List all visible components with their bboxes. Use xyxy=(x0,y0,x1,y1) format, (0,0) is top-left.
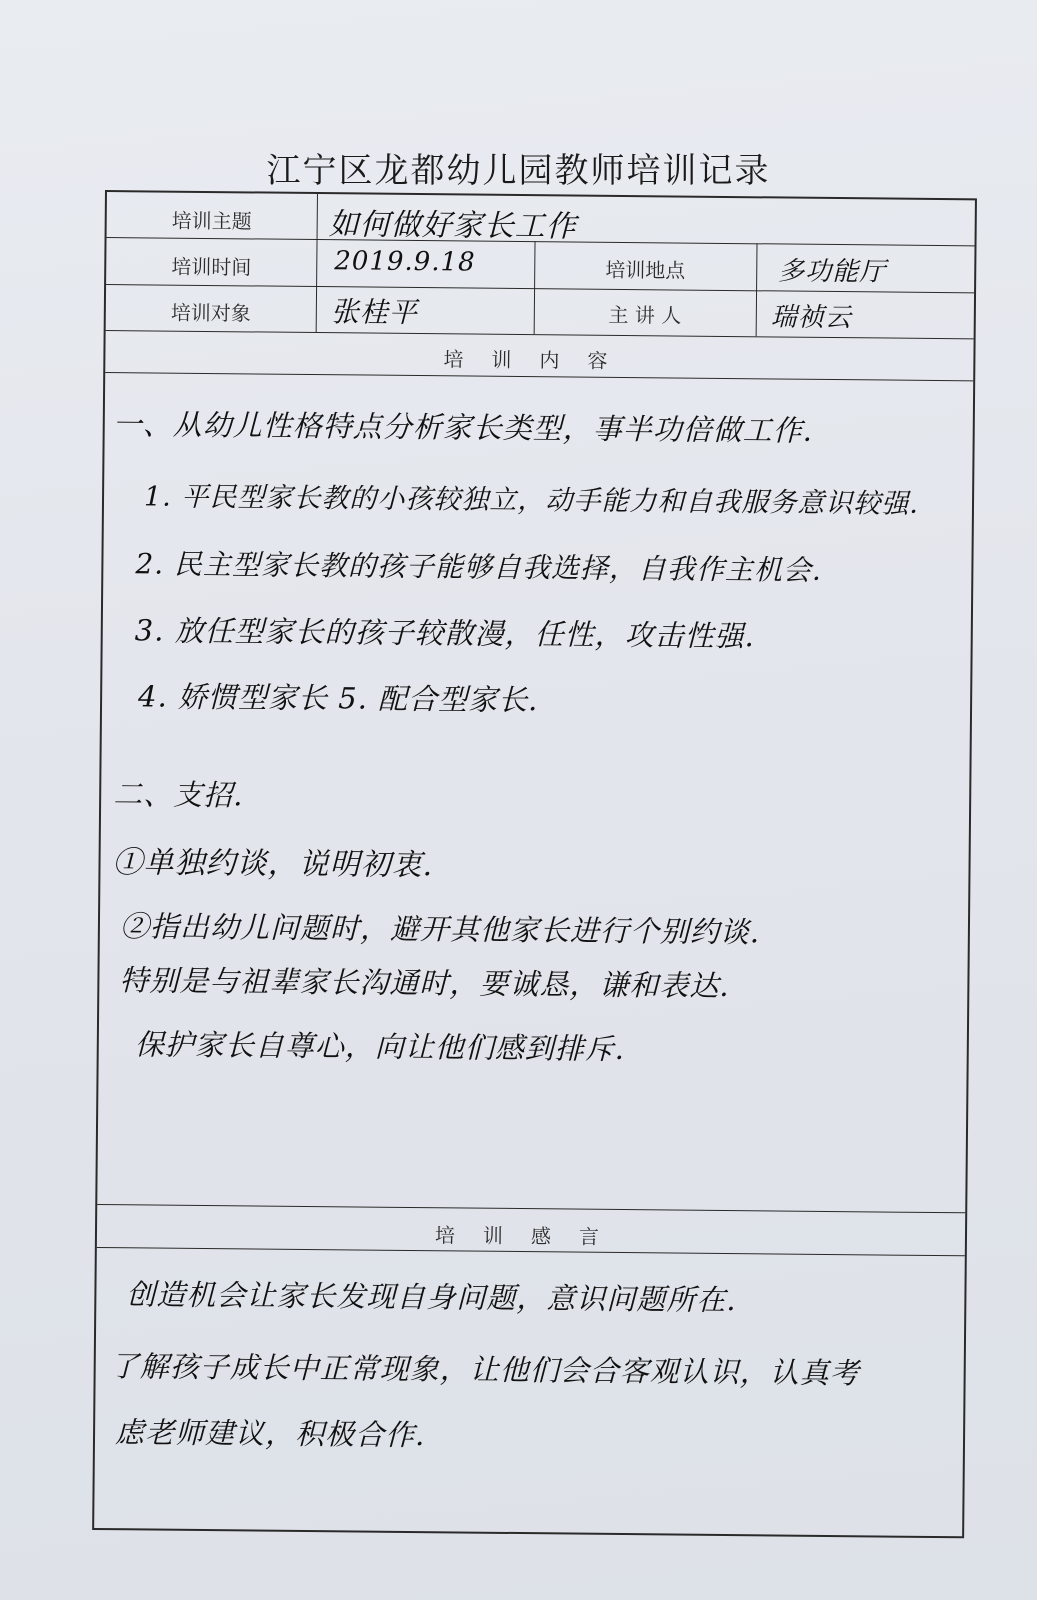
row-divider xyxy=(97,1204,965,1213)
training-record-form xyxy=(92,190,977,1538)
reflection-heading: 培训感言 xyxy=(434,1223,628,1250)
content-line: 2. 民主型家长教的孩子能够自我选择，自我作主机会. xyxy=(135,547,823,587)
content-line: 二、支招. xyxy=(113,777,244,813)
content-line: 保护家长自尊心，向让他们感到排斥. xyxy=(134,1027,626,1067)
audience-value: 张桂平 xyxy=(330,295,419,330)
content-line: 4. 娇惯型家长 5. 配合型家长. xyxy=(137,679,539,718)
speaker-value: 瑞祯云 xyxy=(770,302,852,334)
place-value: 多功能厅 xyxy=(778,256,887,288)
content-line: 特别是与祖辈家长沟通时，要诚恳，谦和表达. xyxy=(119,963,730,1004)
content-line: 3. 放任型家长的孩子较散漫，任性，攻击性强. xyxy=(134,613,756,654)
document-title: 江宁区龙都幼儿园教师培训记录 xyxy=(266,151,771,191)
reflection-line: 创造机会让家长发现自身问题，意识问题所在. xyxy=(126,1277,737,1318)
content-line: ①单独约谈，说明初衷. xyxy=(112,845,434,884)
content-line: ②指出幼儿问题时，避开其他家长进行个别约谈. xyxy=(119,909,761,950)
content-line: 1. 平民型家长教的小孩较独立，动手能力和自我服务意识较强. xyxy=(143,481,920,520)
time-value: 2019.9.18 xyxy=(334,246,476,278)
place-label: 培训地点 xyxy=(605,257,686,283)
content-line: 一、从幼儿性格特点分析家长类型，事半功倍做工作. xyxy=(112,407,814,448)
speaker-label: 主 讲 人 xyxy=(608,302,682,328)
content-heading: 培训内容 xyxy=(443,347,636,374)
topic-label: 培训主题 xyxy=(171,208,252,234)
audience-label: 培训对象 xyxy=(170,300,251,326)
reflection-line: 了解孩子成长中正常现象，让他们会合客观认识，认真考 xyxy=(109,1349,860,1391)
topic-value: 如何做好家长工作 xyxy=(328,207,577,245)
reflection-line: 虑老师建议，积极合作. xyxy=(114,1415,426,1453)
time-label: 培训时间 xyxy=(171,254,252,280)
